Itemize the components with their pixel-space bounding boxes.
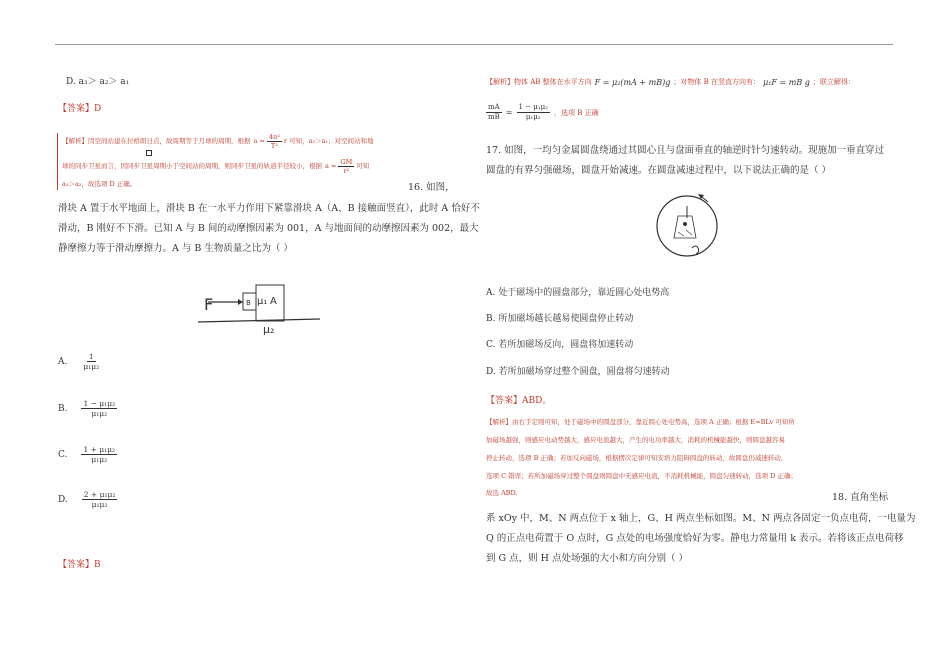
option-c-fraction: $\frac{\text{1 + μ₁μ₂}}{\text{μ₁μ₂}}$ bbox=[83, 445, 116, 464]
analysis-margin-line bbox=[57, 133, 58, 190]
block-a-label: A bbox=[270, 296, 277, 307]
question-17-option-b[interactable]: B. 所加磁场越长越易使圆盘停止转动 bbox=[486, 314, 634, 324]
question-18-line3: 到 G 点，则 H 点处场强的大小和方向分别（ ） bbox=[486, 553, 688, 564]
option-d-previous: D. a₃＞ a₂＞ a₁ bbox=[66, 77, 130, 87]
answer-16: 【答案】B bbox=[58, 560, 101, 570]
question-18-number-tail: 18. 直角坐标 bbox=[832, 492, 889, 503]
answer-previous: 【答案】D bbox=[58, 104, 102, 114]
field-hatch-1 bbox=[678, 232, 684, 236]
option-b[interactable]: B. $\frac{\text{1 − μ₁μ₂}}{\text{μ₁μ₂}}$ bbox=[58, 399, 116, 418]
analysis-17-line5: 故选 ABD. bbox=[486, 489, 518, 497]
analysis-17-line2: 加磁场越强，则感应电动势越大，感应电流越大，产生的电功率越大，消耗的机械能越快，则圆盘越容易 bbox=[486, 436, 785, 444]
question-16-line2: 滑动，B 刚好不下滑。已知 A 与 B 间的动摩擦因素为 001，A 与地面间的动摩擦因素为 002，最大 bbox=[58, 223, 479, 234]
analysis-previous-line3: a₃＞a₂，故选项 D 正确。 bbox=[62, 180, 137, 188]
question-18-line2: Q 的正点电荷置于 O 点时，G 点处的电场强度恰好为零。静电力常量用 k 表示。若将该正点电荷移 bbox=[486, 533, 904, 544]
force-arrowhead bbox=[238, 299, 243, 305]
option-a[interactable]: A. $\frac{1}{\text{μ₁μ₂}}$ bbox=[58, 352, 100, 371]
question-16-line1: 滑块 A 置于水平地面上，滑块 B 在一水平力作用下紧靠滑块 A（A、B 接触面竖直），此时 A 恰好不 bbox=[58, 203, 480, 214]
question-17-figure bbox=[654, 188, 724, 263]
option-b-fraction: $\frac{\text{1 − μ₁μ₂}}{\text{μ₁μ₂}}$ bbox=[83, 399, 116, 418]
force-label: F bbox=[204, 295, 214, 314]
mu2-label: μ₂ bbox=[263, 323, 275, 336]
analysis-16-line2: $\frac{mA}{mB}$ = $\frac{\text{1 − μ₁μ₂}}{\text{μ₁μ₂}}$ ，选项 B 正确 bbox=[488, 103, 599, 121]
question-17-option-a[interactable]: A. 处于磁场中的圆盘部分，靠近圆心处电势高 bbox=[486, 288, 670, 298]
magnetic-field-region bbox=[674, 216, 696, 238]
small-square-mark bbox=[146, 150, 152, 156]
option-d-fraction: $\frac{\text{2 + μ₁μ₂}}{\text{μ₁μ₂}}$ bbox=[83, 490, 116, 509]
question-18-line1: 系 xOy 中，M、N 两点位于 x 轴上，G、H 两点坐标如图。M、N 两点各固定一负点电荷，一电量为 bbox=[486, 513, 916, 524]
header-rule bbox=[55, 44, 893, 45]
mu1-label: μ₁ bbox=[257, 296, 268, 307]
question-16-number-tail: 16. 如图， bbox=[408, 182, 455, 193]
question-17-line2: 圆盘的有界匀强磁场，圆盘开始减速。在圆盘减速过程中，以下说法正确的是（ ） bbox=[486, 165, 832, 176]
analysis-17-line1: 【解析】由右手定则可知，处于磁场中的圆盘部分，靠近圆心处电势高，选项 A 正确；根据 E=BLv 可知所 bbox=[486, 418, 795, 426]
analysis-17-line3: 停止转动，选项 B 正确；若加反向磁场，根据楞次定律可知安培力阻碍圆盘的转动，故圆盘仍减速转动， bbox=[486, 454, 788, 462]
block-b-label: B bbox=[246, 299, 251, 307]
answer-17: 【答案】ABD。 bbox=[486, 396, 552, 406]
question-17-option-c[interactable]: C. 若所加磁场反向，圆盘将加速转动 bbox=[486, 340, 634, 350]
question-16-figure bbox=[196, 282, 326, 337]
option-a-fraction: $\frac{1}{\text{μ₁μ₂}}$ bbox=[83, 352, 100, 371]
field-hatch-2 bbox=[686, 230, 692, 235]
analysis-previous-line1: 【解析】因空间站建在拉格朗日点，故周期等于月球的周期，根据 a = $\frac{\text{4π²}}{\text{T²}}$ r 可知，a₂＞a₁；对空间站和地 bbox=[62, 133, 374, 150]
question-16-line3: 静摩擦力等于滑动摩擦力。A 与 B 生物质量之比为（ ） bbox=[58, 243, 293, 254]
disk-center-dot bbox=[683, 222, 687, 226]
option-c[interactable]: C. $\frac{\text{1 + μ₁μ₂}}{\text{μ₁μ₂}}$ bbox=[58, 445, 116, 464]
disk-outline bbox=[657, 196, 717, 256]
question-17-option-d[interactable]: D. 若所加磁场穿过整个圆盘，圆盘将匀速转动 bbox=[486, 367, 670, 377]
axis-handwriting-mark bbox=[692, 246, 699, 254]
analysis-17-line4: 选项 C 错误；若所加磁场穿过整个圆盘则圆盘中无感应电流，不消耗机械能，圆盘匀速转动，选项 D 正确； bbox=[486, 472, 797, 480]
analysis-previous-line2: 球的同步卫星而言，因同步卫星周期小于空间站的周期，则同步卫星的轨道半径较小，根据 a = $\frac{GM}{\text{r²}}$ 可知 bbox=[62, 158, 370, 175]
analysis-16-line1: 【解析】物体 AB 整体在水平方向 F = μ₂(mA + mB)g ；对物体 B 在竖直方向有： μ₁F = mB g ；联立解得： bbox=[486, 78, 855, 87]
option-d[interactable]: D. $\frac{\text{2 + μ₁μ₂}}{\text{μ₁μ₂}}$ bbox=[58, 490, 116, 509]
question-17-line1: 17. 如图，一均匀金属圆盘绕通过其圆心且与盘面垂直的轴逆时针匀速转动。现施加一垂直穿过 bbox=[486, 145, 885, 156]
